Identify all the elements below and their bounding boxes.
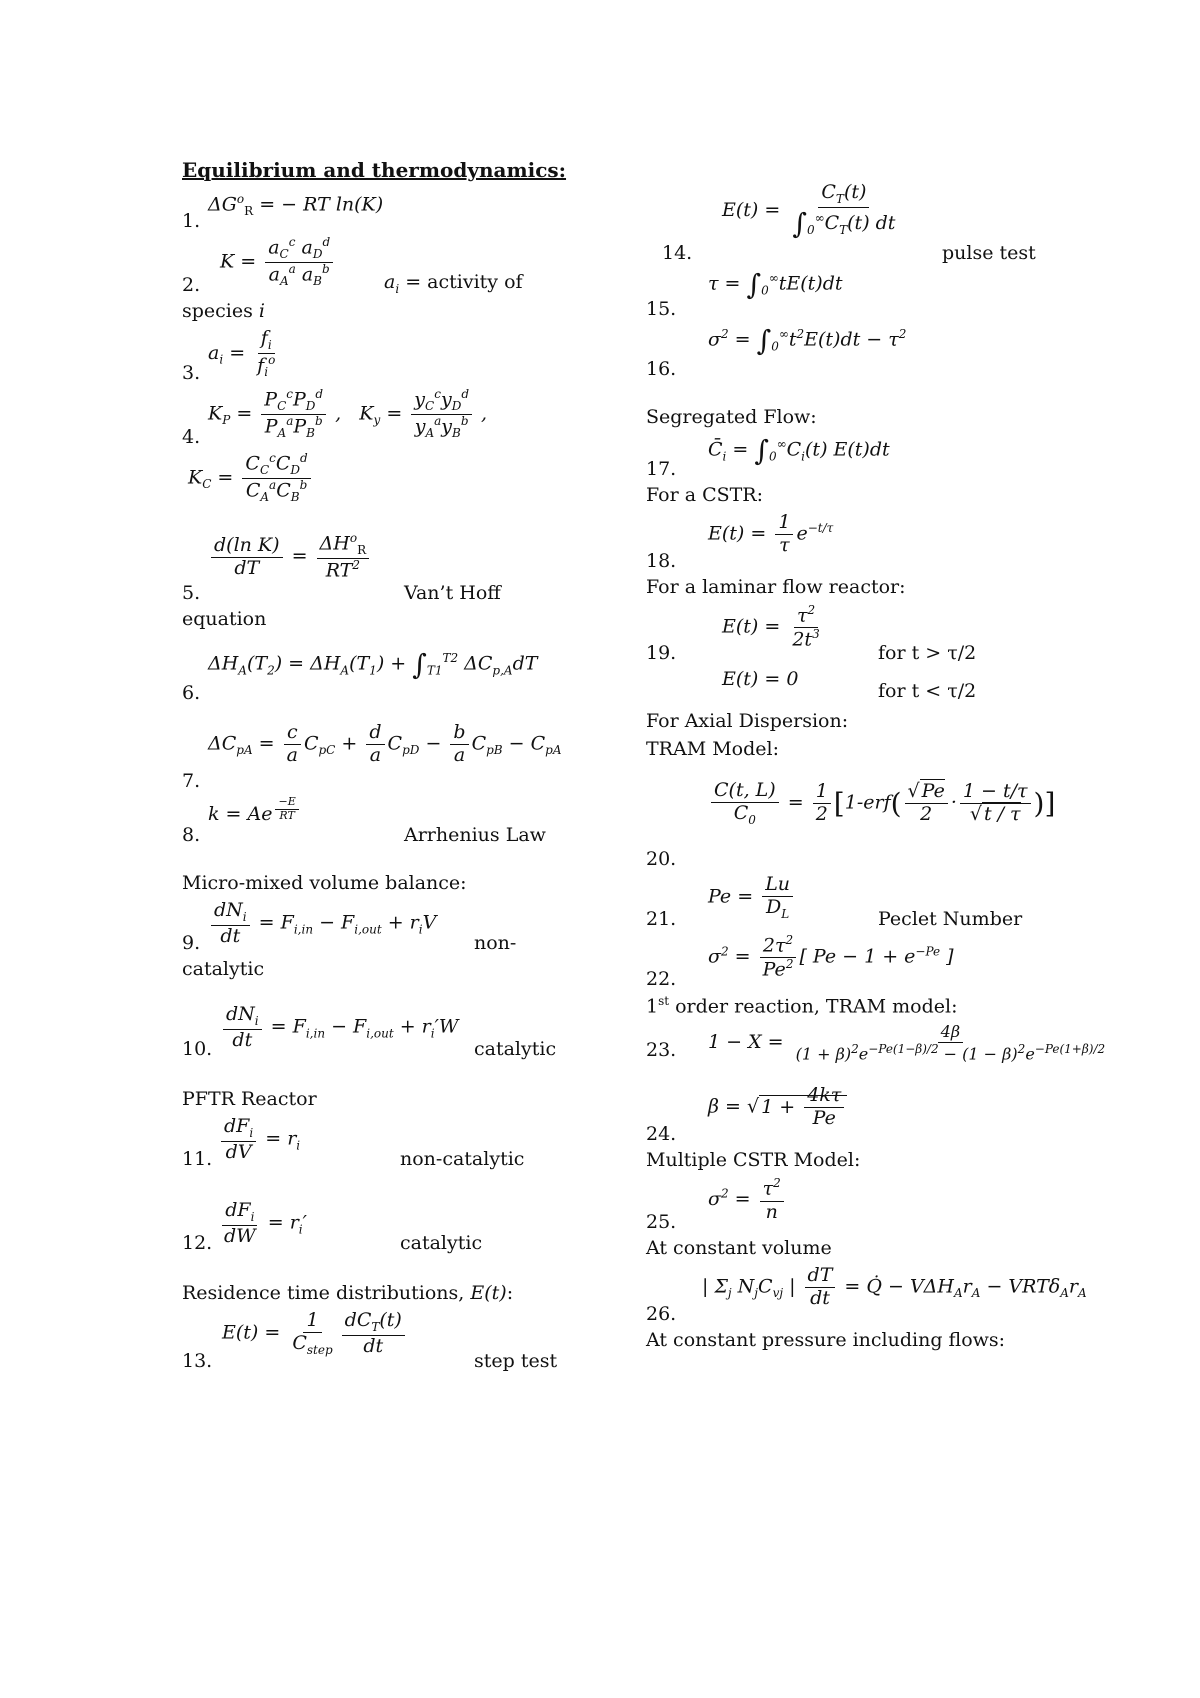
equation-number: 1. [182,210,201,232]
equation-number: 9. [182,932,201,954]
step-test-note: step test [474,1350,558,1372]
equation-5: 5. $\frac{\text{d(ln K)}}{dT}$ = $\frac{\Delta H^o_R}{RT^2}$ Van’t Hoff [182,531,501,604]
equation-4b: $K_C$ = $\frac{C_C^cC_D^d}{C_A^aC_B^b}$ [182,452,622,514]
pulse-test-note: pulse test [942,242,1036,264]
tram-label: TRAM Model: [646,738,779,760]
equation-24: 24. β = √ 1 + $\frac{4k\tau}{Pe}$ [646,1085,1116,1145]
equation-number: 2. [182,274,201,296]
equation-12: 12. $\frac{dF_i}{dW}$ = $r_i'$ catalytic [182,1199,483,1254]
equation-14: 14. E(t) = $\frac{C_T(t)}{\int_0^\infty C_T(t) dt}$ pulse test [662,181,1036,264]
first-order-suffix: st [658,994,670,1008]
equation-2: 2. K = $\frac{a_C^c a_D^d}{a_A^a a_B^b}$ $a_i$ = activity of [182,235,523,296]
equation-number: 11. [182,1148,213,1170]
catalytic-note: catalytic [474,1038,557,1060]
equation-number: 19. [646,642,677,664]
species-text: species [182,300,253,322]
equation-number: 15. [646,298,677,320]
equation-number: 14. [662,242,693,264]
equation-1: 1. $\Delta G^o_R$ = − RT ln(K) [182,192,384,232]
condition-lt: for t < τ/2 [878,680,977,702]
equation-number: 3. [182,362,201,384]
equation-16: 16. $\sigma^2 = \int_0^\infty t^2E(t)dt - \tau^2$ [646,324,907,380]
rtd-colon: : [506,1282,514,1304]
first-order-label [646,994,1116,1017]
cstr-label: For a CSTR: [646,484,764,506]
micro-mixed-label: Micro-mixed volume balance: [182,872,467,894]
section-heading: Equilibrium and thermodynamics: [182,158,567,182]
rtd-label [182,1282,622,1304]
equation-word: equation [182,608,267,630]
equation-7: 7. $\Delta C_{pA}$ = $\frac{c}{a}$ $C_{pC}$ + $\frac{d}{a}$ $C_{pD}$ − $\frac{b}{a}$ $C_{pB} - C_{pA}$ [182,721,562,792]
equation-8: 8. k = Ae $^{\frac{-E}{RT}}$ Arrhenius Law [182,795,546,846]
equation-18: 18. E(t) = $\frac{1}{\tau}$ $e^{-t/\tau}$ [646,511,834,572]
equation-number: 5. [182,582,201,604]
condition-gt: for t > τ/2 [878,642,977,664]
pftr-label: PFTR Reactor [182,1088,317,1110]
equation-22: 22. $\sigma^2$ = $\frac{2\tau^2}{Pe^2}$ [ $Pe - 1 + e^{-Pe}$ ] [646,933,954,990]
laminar-label: For a laminar flow reactor: [646,576,906,598]
multi-cstr-label: Multiple CSTR Model: [646,1149,861,1172]
equation-number: 13. [182,1350,213,1372]
equation-number: 10. [182,1038,213,1060]
equation-19: 19. E(t) = $\frac{\tau^2}{2t^3}$ for t > τ/2 [646,603,977,664]
catalytic-note-12: catalytic [400,1232,483,1254]
equation-number: 22. [646,968,677,990]
non-catalytic-note: non-catalytic [400,1148,525,1170]
equation-13: 13. E(t) = $\frac{1}{C_{step}}$ $\frac{dC_T(t)}{dt}$ step test [182,1309,558,1372]
equation-number: 7. [182,770,201,792]
equation-number: 21. [646,908,677,930]
equation-25: 25. $\sigma^2$ = $\frac{\tau^2}{n}$ [646,1177,1116,1233]
equation-26: 26. | $\Sigma_j$ $N_jC_{vj}$ | $\frac{dT}{dt}$ = Q̇ − $V\Delta H_Ar_A - VRT\delta_Ar_A$ [646,1264,1087,1326]
equation-number: 16. [646,358,677,380]
equation-19b: E(t) = 0 for t < τ/2 [722,668,977,702]
equation-number: 23. [646,1039,677,1062]
catalytic-word: catalytic [182,958,265,980]
equation-3: 3. $a_i$ = $\frac{f_i}{f_i^o}$ [182,327,276,384]
activity-note: = activity of [405,271,523,294]
equation-23: 23. 1 − X = $\frac{4\beta}{(1 + \beta)^2e^{-Pe(1-\beta)/2} - (1 - \beta)^2e^{-Pe(1+\beta)/2}}$ [646,1022,1106,1064]
equation-number: 26. [646,1303,677,1326]
equation-number: 18. [646,550,677,572]
first-order-num: 1 [646,995,659,1018]
constant-pressure-label: At constant pressure including flows: [646,1329,1006,1352]
equation-number: 20. [646,848,677,870]
vant-hoff-note: Van’t Hoff [404,582,501,604]
left-column [182,158,622,1376]
equation-11: 11. $\frac{dF_i}{dV}$ = $r_i$ non-catalytic [182,1115,525,1170]
axial-label: For Axial Dispersion: [646,710,849,732]
constant-volume-label: At constant volume [646,1237,832,1260]
equation-number: 12. [182,1232,213,1254]
equation-number: 25. [646,1211,677,1234]
equation-20: 20. $\frac{C(t, L)}{C_0}$ = $\frac{1}{2}$ [1-erf( $\frac{√ Pe}{2}$ · $\frac{1 - t/\tau}{√ t / \tau}$ )] [646,779,1056,870]
equation-4: 4. $K_P$ = $\frac{P_C^cP_D^d}{P_A^aP_B^b}$ , $K_y$ = $\frac{y_C^cy_D^d}{y_A^ay_B^b}$ , [182,387,488,448]
rtd-text: Residence time distributions, [182,1282,471,1304]
equation-9: 9. $\frac{dN_i}{dt}$ = $F_{i,in} - F_{i,out} + r_iV$ non- [182,899,517,954]
equation-number: 17. [646,458,677,480]
equation-number: 8. [182,824,201,846]
equation-number: 24. [646,1123,677,1146]
equation-21: 21. Pe = $\frac{Lu}{D_L}$ Peclet Number [646,873,1023,930]
right-column [646,178,1116,1357]
rtd-et: E(t) [470,1282,507,1304]
peclet-note: Peclet Number [878,908,1023,930]
non-note: non- [474,932,517,954]
equation-6: 6. $\Delta H_A(T_2) = \Delta H_A(T_1) + \int_{T1}^{T2}$ $\Delta C_{p,A}dT$ [182,648,538,704]
equation-10: 10. $\frac{dN_i}{dt}$ = $F_{i,in} - F_{i,out} + r_i'W$ catalytic [182,1003,557,1060]
equation-number: 4. [182,426,201,448]
arrhenius-note: Arrhenius Law [404,824,546,846]
equation-15: 15. $\tau = \int_0^\infty tE(t)dt$ [646,268,843,320]
first-order-text: order reaction, TRAM model: [669,995,958,1018]
equation-number: 6. [182,682,201,704]
equation-17: 17. $C̄_i = \int_0^\infty C_i(t)$ E(t)dt [646,434,890,480]
species-line: species i [182,300,265,322]
segregated-label: Segregated Flow: [646,406,817,428]
